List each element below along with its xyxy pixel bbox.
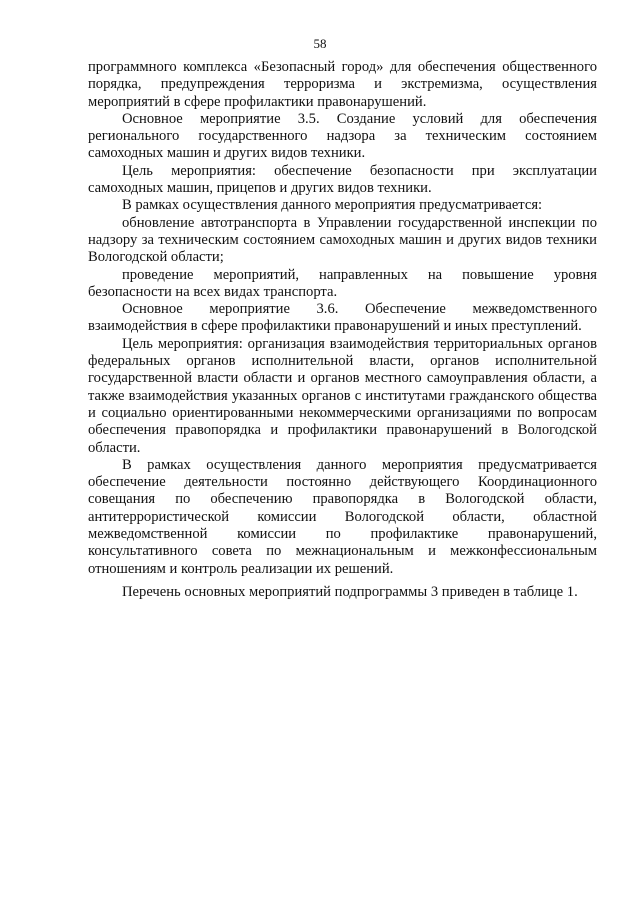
paragraph-security-complex-continuation: программного комплекса «Безопасный город» для обеспечения общественного порядка, предупреждения терроризма и экстремизма, осуществления мероприятий в сфере профилактики правонарушений. <box>88 59 597 110</box>
paragraph-measure-3-5-goal: Цель мероприятия: обеспечение безопасности при эксплуатации самоходных машин, прицепов и других видов техники. <box>88 162 597 197</box>
paragraph-measure-3-6-goal: Цель мероприятия: организация взаимодействия территориальных органов федеральных органов исполнительной власти, органов исполнительной государственной власти области и органов местного самоуправления области, а также взаимодействия указанных органов с институтами гражданского общества и социально ориентированными некоммерческими организациями по вопросам обеспечения правопорядка и профилактики правонарушений в Вологодской области. <box>88 335 597 456</box>
paragraph-measure-3-6-scope: В рамках осуществления данного мероприятия предусматривается обеспечение деятельности постоянно действующего Координационного совещания по обеспечению правопорядка в Вологодской области, антитеррористической комиссии Вологодской области, областной межведомственной комиссии по профилактике правонарушений, консультативного совета по межнациональным и межконфессиональным отношениям и контроль реализации их решений. <box>88 456 597 577</box>
paragraph-vehicle-fleet-update: обновление автотранспорта в Управлении государственной инспекции по надзору за техническим состоянием самоходных машин и других видов техники Вологодской области; <box>88 214 597 266</box>
page-number: 58 <box>313 36 327 51</box>
paragraph-table-reference: Перечень основных мероприятий подпрограммы 3 приведен в таблице 1. <box>122 583 578 600</box>
paragraph-transport-safety-activities: проведение мероприятий, направленных на повышение уровня безопасности на всех видах транспорта. <box>88 266 597 300</box>
paragraph-measure-3-5-scope: В рамках осуществления данного мероприятия предусматривается: <box>122 197 543 214</box>
paragraph-measure-3-5: Основное мероприятие 3.5. Создание условий для обеспечения регионального государственного надзора за техническим состоянием самоходных машин и других видов техники. <box>88 110 597 162</box>
document-body <box>88 59 597 601</box>
paragraph-measure-3-6: Основное мероприятие 3.6. Обеспечение межведомственного взаимодействия в сфере профилактики правонарушений и иных преступлений. <box>88 301 597 335</box>
